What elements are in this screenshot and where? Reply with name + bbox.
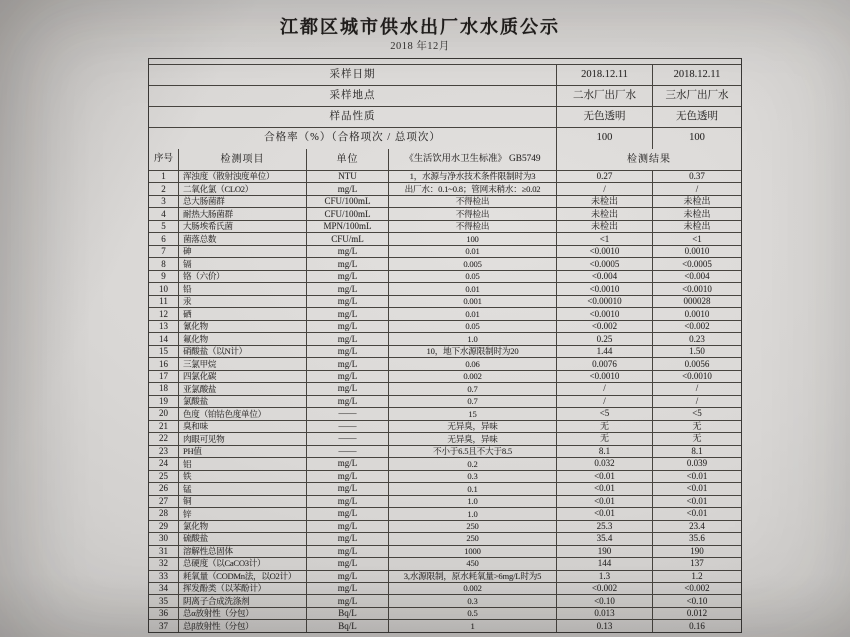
result-cell-plant3: 190 (690, 545, 704, 556)
row-no-cell: 18 (149, 383, 179, 394)
result-cell-plant3: 0.0056 (684, 358, 710, 369)
result-cell-plant2: 0.13 (557, 620, 653, 631)
standard-cell: 0.06 (389, 358, 557, 369)
result-cell-plant2: / (557, 183, 653, 194)
row-no-cell: 26 (149, 483, 179, 494)
unit-cell: mg/L (307, 271, 389, 282)
result-cell-plant2: <0.00010 (557, 296, 653, 307)
result-cell-plant2: 35.4 (557, 533, 653, 544)
table-row (149, 371, 741, 383)
standard-cell: 无异臭，异味 (389, 421, 557, 432)
result-cell-plant2: 190 (557, 546, 653, 557)
result-cell-plant3: 0.37 (689, 171, 705, 182)
header-plant3-value: 三水厂出厂水 (665, 89, 729, 101)
header-plant2-value: 2018.12.11 (557, 65, 653, 85)
header-row-label: 样品性质 (149, 107, 557, 127)
row-no-cell: 8 (149, 258, 179, 269)
result-cell-plant3: 未检出 (683, 221, 711, 232)
table-row (149, 333, 741, 345)
row-no-cell: 1 (149, 171, 179, 182)
unit-cell: mg/L (307, 383, 389, 394)
row-no-cell: 7 (149, 246, 179, 257)
header-plant3-value: 100 (689, 132, 705, 144)
unit-cell: mg/L (307, 246, 389, 257)
header-row (149, 128, 741, 149)
result-cell-plant2: 0.0076 (557, 358, 653, 369)
item-name-cell: 铜 (179, 496, 307, 507)
result-cell-plant3: 0.16 (689, 620, 705, 631)
standard-cell: 1，水源与净水技术条件限制时为3 (389, 171, 557, 182)
row-no-cell: 32 (149, 558, 179, 569)
standard-cell: 100 (389, 233, 557, 244)
item-name-cell: 锌 (179, 508, 307, 519)
standard-cell: 0.05 (389, 321, 557, 332)
row-no-cell: 15 (149, 346, 179, 357)
unit-cell: Bq/L (307, 608, 389, 619)
water-quality-table (148, 58, 742, 633)
item-name-cell: 挥发酚类（以苯酚计） (179, 583, 307, 594)
unit-cell: mg/L (307, 346, 389, 357)
result-cell-plant3: 137 (690, 558, 704, 569)
table-row (149, 383, 741, 395)
item-name-cell: 溶解性总固体 (179, 546, 307, 557)
standard-cell: 不小于6.5且不大于8.5 (389, 446, 557, 457)
row-no-cell: 3 (149, 196, 179, 207)
table-row (149, 271, 741, 283)
header-plant3-value: 无色透明 (676, 110, 718, 122)
result-cell-plant2: / (557, 383, 653, 394)
item-name-cell: 肉眼可见物 (179, 433, 307, 444)
unit-cell: mg/L (307, 521, 389, 532)
item-name-cell: 耐热大肠菌群 (179, 208, 307, 219)
standard-cell: 0.7 (389, 396, 557, 407)
header-row-label: 采样日期 (149, 65, 557, 85)
result-cell-plant3: 0.23 (689, 333, 705, 344)
result-cell-plant2: 0.27 (557, 171, 653, 182)
result-cell-plant3: 1.50 (689, 346, 705, 357)
row-no-cell: 20 (149, 408, 179, 419)
unit-cell: mg/L (307, 333, 389, 344)
item-name-cell: 硝酸盐（以N计） (179, 346, 307, 357)
unit-cell: mg/L (307, 283, 389, 294)
result-cell-plant2: <5 (557, 408, 653, 419)
table-row (149, 571, 741, 583)
row-no-cell: 14 (149, 333, 179, 344)
header-row (149, 86, 741, 107)
unit-cell: mg/L (307, 508, 389, 519)
result-cell-plant2: 无 (557, 421, 653, 432)
row-no-cell: 11 (149, 296, 179, 307)
result-cell-plant2: <0.0010 (557, 308, 653, 319)
standard-cell: 0.001 (389, 296, 557, 307)
result-cell-plant2: 未检出 (557, 221, 653, 232)
row-no-cell: 37 (149, 620, 179, 631)
header-row (149, 65, 741, 86)
table-row (149, 471, 741, 483)
row-no-cell: 12 (149, 308, 179, 319)
unit-cell: mg/L (307, 371, 389, 382)
result-cell-plant2: <0.01 (557, 483, 653, 494)
result-cell-plant2: 0.032 (557, 458, 653, 469)
row-no-cell: 19 (149, 396, 179, 407)
table-row (149, 508, 741, 520)
row-no-cell: 4 (149, 208, 179, 219)
item-name-cell: 硒 (179, 308, 307, 319)
table-row (149, 183, 741, 195)
unit-cell: mg/L (307, 396, 389, 407)
result-cell-plant3: <0.01 (686, 495, 708, 506)
table-row (149, 233, 741, 245)
item-name-cell: 色度（铂钴色度单位） (179, 408, 307, 419)
standard-cell: 0.5 (389, 608, 557, 619)
result-cell-plant2: 1.44 (557, 346, 653, 357)
table-row (149, 546, 741, 558)
table-row (149, 595, 741, 607)
standard-cell: 0.3 (389, 471, 557, 482)
standard-cell: 250 (389, 521, 557, 532)
result-cell-plant2: <0.01 (557, 496, 653, 507)
result-cell-plant3: / (695, 395, 699, 406)
unit-cell: mg/L (307, 483, 389, 494)
table-row (149, 196, 741, 208)
row-no-cell: 6 (149, 233, 179, 244)
row-no-cell: 2 (149, 183, 179, 194)
unit-cell: —— (307, 433, 389, 444)
result-cell-plant3: <0.002 (684, 321, 710, 332)
row-no-cell: 25 (149, 471, 179, 482)
header-row-label: 采样地点 (149, 86, 557, 106)
table-row (149, 620, 741, 631)
unit-cell: mg/L (307, 533, 389, 544)
standard-cell: 0.2 (389, 458, 557, 469)
row-no-cell: 17 (149, 371, 179, 382)
standard-cell: 0.01 (389, 283, 557, 294)
item-name-cell: 镉 (179, 258, 307, 269)
unit-cell: —— (307, 421, 389, 432)
item-name-cell: 菌落总数 (179, 233, 307, 244)
result-cell-plant3: 无 (692, 433, 702, 444)
standard-cell: 0.002 (389, 371, 557, 382)
result-cell-plant3: 未检出 (683, 208, 711, 219)
result-cell-plant2: 无 (557, 433, 653, 444)
unit-cell: mg/L (307, 471, 389, 482)
unit-cell: NTU (307, 171, 389, 182)
standard-cell: 出厂水：0.1~0.8；管网末稍水：≥0.02 (389, 183, 557, 194)
header-plant2-value: 二水厂出厂水 (557, 86, 653, 106)
result-cell-plant2: 8.1 (557, 446, 653, 457)
item-name-cell: 二氧化氯（CLO2） (179, 183, 307, 194)
unit-cell: mg/L (307, 583, 389, 594)
result-cell-plant2: 未检出 (557, 196, 653, 207)
standard-cell: 0.7 (389, 383, 557, 394)
result-cell-plant3: / (695, 183, 699, 194)
result-cell-plant3: 0.012 (686, 608, 708, 619)
item-name-cell: 氰化物 (179, 321, 307, 332)
table-row (149, 521, 741, 533)
result-cell-plant3: 8.1 (691, 445, 703, 456)
report-month: 2018 年12月 (390, 41, 450, 52)
table-row (149, 496, 741, 508)
item-name-cell: 汞 (179, 296, 307, 307)
header-row (149, 107, 741, 128)
table-row (149, 421, 741, 433)
row-no-cell: 35 (149, 595, 179, 606)
table-row (149, 171, 741, 183)
table-row (149, 608, 741, 620)
result-cell-plant2: <0.01 (557, 471, 653, 482)
header-plant2-value: 无色透明 (557, 107, 653, 127)
item-name-cell: 阴离子合成洗涤剂 (179, 595, 307, 606)
table-row (149, 483, 741, 495)
table-row (149, 583, 741, 595)
standard-cell: 0.05 (389, 271, 557, 282)
result-cell-plant2: <0.01 (557, 508, 653, 519)
standard-cell: 1000 (389, 546, 557, 557)
result-cell-plant3: 000028 (683, 296, 711, 307)
item-name-cell: 氯化物 (179, 521, 307, 532)
item-name-cell: 亚氯酸盐 (179, 383, 307, 394)
row-no-cell: 33 (149, 571, 179, 582)
result-cell-plant3: <0.01 (686, 470, 708, 481)
unit-cell: MPN/100mL (307, 221, 389, 232)
table-row (149, 308, 741, 320)
result-cell-plant3: 0.0010 (684, 308, 710, 319)
table-row (149, 246, 741, 258)
standard-cell: 无异臭，异味 (389, 433, 557, 444)
table-row (149, 446, 741, 458)
row-no-cell: 23 (149, 446, 179, 457)
item-name-cell: 三氯甲烷 (179, 358, 307, 369)
row-no-cell: 10 (149, 283, 179, 294)
table-row (149, 408, 741, 420)
table-row (149, 433, 741, 445)
unit-cell: Bq/L (307, 620, 389, 631)
unit-cell: mg/L (307, 308, 389, 319)
row-no-cell: 9 (149, 271, 179, 282)
result-cell-plant3: <0.10 (686, 595, 708, 606)
item-name-cell: 锰 (179, 483, 307, 494)
table-row (149, 321, 741, 333)
item-name-cell: 浑浊度（散射浊度单位） (179, 171, 307, 182)
standard-cell: 1 (389, 620, 557, 631)
unit-cell: mg/L (307, 546, 389, 557)
standard-cell: 0.1 (389, 483, 557, 494)
item-name-cell: 耗氧量（CODMn法，以O2计） (179, 571, 307, 582)
unit-cell: CFU/mL (307, 233, 389, 244)
standard-cell: 3,水源限制，原水耗氧量>6mg/L时为5 (389, 571, 557, 582)
table-row (149, 533, 741, 545)
unit-cell: mg/L (307, 458, 389, 469)
result-cell-plant2: <0.10 (557, 595, 653, 606)
result-cell-plant3: 0.039 (686, 458, 708, 469)
result-cell-plant2: 未检出 (557, 208, 653, 219)
unit-cell: mg/L (307, 183, 389, 194)
row-no-cell: 29 (149, 521, 179, 532)
item-name-cell: 硫酸盐 (179, 533, 307, 544)
item-name-cell: 总大肠菌群 (179, 196, 307, 207)
standard-cell: 0.01 (389, 308, 557, 319)
result-cell-plant2: <0.0005 (557, 258, 653, 269)
result-cell-plant3: <0.0010 (682, 370, 712, 381)
result-cell-plant3: <0.01 (686, 483, 708, 494)
item-name-cell: 砷 (179, 246, 307, 257)
row-no-cell: 21 (149, 421, 179, 432)
row-no-cell: 16 (149, 358, 179, 369)
item-name-cell: 铬（六价） (179, 271, 307, 282)
row-no-cell: 24 (149, 458, 179, 469)
unit-cell: mg/L (307, 296, 389, 307)
result-cell-plant2: <0.002 (557, 583, 653, 594)
standard-cell: 不得检出 (389, 208, 557, 219)
unit-cell: mg/L (307, 321, 389, 332)
unit-cell: mg/L (307, 595, 389, 606)
result-cell-plant2: 25.3 (557, 521, 653, 532)
result-cell-plant3: / (695, 383, 699, 394)
table-row (149, 346, 741, 358)
unit-cell: —— (307, 446, 389, 457)
result-cell-plant3: <1 (692, 233, 702, 244)
item-name-cell: 大肠埃希氏菌 (179, 221, 307, 232)
item-name-cell: 铝 (179, 458, 307, 469)
standard-cell: 1.0 (389, 333, 557, 344)
row-no-cell: 13 (149, 321, 179, 332)
column-header-result: 检测结果 (627, 153, 671, 165)
result-cell-plant3: <0.004 (684, 271, 710, 282)
table-row (149, 296, 741, 308)
standard-cell: 250 (389, 533, 557, 544)
table-row (149, 208, 741, 220)
column-header-item: 检测项目 (179, 149, 307, 170)
result-cell-plant2: <0.0010 (557, 283, 653, 294)
item-name-cell: 铅 (179, 283, 307, 294)
result-cell-plant3: 0.0010 (684, 246, 710, 257)
table-row (149, 558, 741, 570)
standard-cell: 0.01 (389, 246, 557, 257)
result-cell-plant2: / (557, 396, 653, 407)
unit-cell: mg/L (307, 358, 389, 369)
item-name-cell: PH值 (179, 446, 307, 457)
table-row (149, 396, 741, 408)
unit-cell: CFU/100mL (307, 196, 389, 207)
table-row (149, 221, 741, 233)
result-cell-plant3: 1.2 (691, 570, 703, 581)
item-name-cell: 总硬度（以CaCO3计） (179, 558, 307, 569)
standard-cell: 10，地下水源限制时为20 (389, 346, 557, 357)
row-no-cell: 27 (149, 496, 179, 507)
result-cell-plant3: <0.01 (686, 508, 708, 519)
item-name-cell: 总α放射性（分包） (179, 608, 307, 619)
standard-cell: 不得检出 (389, 196, 557, 207)
row-no-cell: 5 (149, 221, 179, 232)
result-cell-plant2: 0.25 (557, 333, 653, 344)
result-cell-plant2: <1 (557, 233, 653, 244)
table-row (149, 358, 741, 370)
unit-cell: mg/L (307, 571, 389, 582)
result-cell-plant3: 35.6 (689, 533, 705, 544)
item-name-cell: 铁 (179, 471, 307, 482)
result-cell-plant3: <5 (692, 408, 702, 419)
item-name-cell: 臭和味 (179, 421, 307, 432)
page-title: 江都区城市供水出厂水水质公示 (280, 17, 560, 37)
column-header-standard: 《生活饮用水卫生标准》 GB5749 (389, 149, 557, 170)
result-cell-plant3: 23.4 (689, 520, 705, 531)
result-cell-plant3: <0.0005 (682, 258, 712, 269)
table-row (149, 258, 741, 270)
row-no-cell: 30 (149, 533, 179, 544)
result-cell-plant3: 未检出 (683, 196, 711, 207)
column-header-row (149, 149, 741, 171)
row-no-cell: 36 (149, 608, 179, 619)
row-no-cell: 22 (149, 433, 179, 444)
standard-cell: 0.3 (389, 595, 557, 606)
standard-cell: 0.002 (389, 583, 557, 594)
row-no-cell: 28 (149, 508, 179, 519)
result-cell-plant2: 144 (557, 558, 653, 569)
standard-cell: 15 (389, 408, 557, 419)
result-cell-plant2: 0.013 (557, 608, 653, 619)
unit-cell: mg/L (307, 496, 389, 507)
unit-cell: mg/L (307, 258, 389, 269)
standard-cell: 1.0 (389, 496, 557, 507)
standard-cell: 不得检出 (389, 221, 557, 232)
result-cell-plant3: <0.002 (684, 583, 710, 594)
item-name-cell: 总β放射性（分包） (179, 620, 307, 631)
unit-cell: mg/L (307, 558, 389, 569)
header-row-label: 合格率（%）（合格项次 / 总项次） (149, 128, 557, 149)
row-no-cell: 34 (149, 583, 179, 594)
table-row (149, 283, 741, 295)
result-cell-plant3: <0.0010 (682, 283, 712, 294)
column-header-no: 序号 (149, 149, 179, 170)
result-cell-plant3: 无 (692, 420, 702, 431)
header-plant3-value: 2018.12.11 (673, 68, 721, 80)
header-plant2-value: 100 (557, 128, 653, 149)
result-cell-plant2: 1.3 (557, 571, 653, 582)
item-name-cell: 氟化物 (179, 333, 307, 344)
table-row (149, 458, 741, 470)
standard-cell: 450 (389, 558, 557, 569)
result-cell-plant2: <0.002 (557, 321, 653, 332)
item-name-cell: 四氯化碳 (179, 371, 307, 382)
unit-cell: —— (307, 408, 389, 419)
row-no-cell: 31 (149, 546, 179, 557)
result-cell-plant2: <0.0010 (557, 371, 653, 382)
column-header-unit: 单位 (307, 149, 389, 170)
standard-cell: 1.0 (389, 508, 557, 519)
result-cell-plant2: <0.0010 (557, 246, 653, 257)
unit-cell: CFU/100mL (307, 208, 389, 219)
result-cell-plant2: <0.004 (557, 271, 653, 282)
standard-cell: 0.005 (389, 258, 557, 269)
item-name-cell: 氯酸盐 (179, 396, 307, 407)
